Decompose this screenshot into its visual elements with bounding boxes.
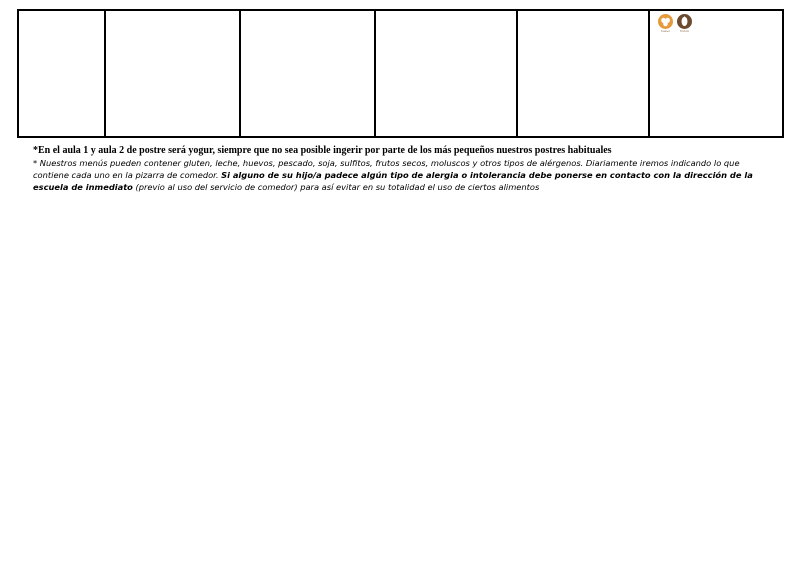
allergen-note-intro: * Nuestros menús pueden contener gluten, leche, huevos, pescado, soja, sulfitos, frutos secos, moluscos y otros tipos de alérgenos. Diariamente iremos indicando lo que contiene cada uno en la pizarra de comedor.	[33, 158, 740, 180]
allergen-note-warning: Si alguno de su hijo/a padece algún tipo de alergia o intolerancia debe ponerse en contacto con la dirección de la escuela de inmediato	[33, 170, 753, 192]
dessert-note: *En el aula 1 y aula 2 de postre será yogur, siempre que no sea posible ingerir por parte de los más pequeños nuestros postres habituales	[33, 145, 612, 156]
allergen-label: frutos	[680, 29, 689, 33]
allergen-note	[33, 157, 763, 193]
menu-cell-5	[517, 10, 649, 137]
allergen-egg	[658, 14, 673, 33]
menu-cell-4	[375, 10, 517, 137]
menu-cell-3	[240, 10, 375, 137]
nut-icon	[677, 14, 692, 29]
menu-row	[18, 10, 783, 137]
menu-table	[17, 9, 784, 138]
menu-cell-2	[105, 10, 240, 137]
menu-notes	[33, 145, 763, 193]
allergen-note-outro: (previo al uso del servicio de comedor) para así evitar en su totalidad el uso de ciertos alimentos	[132, 182, 540, 192]
allergen-label: huevo	[660, 29, 671, 33]
allergen-nuts	[677, 14, 692, 33]
menu-cell-6	[649, 10, 783, 137]
menu-cell-1	[18, 10, 105, 137]
egg-cluster-icon	[658, 14, 673, 29]
allergen-icons	[658, 14, 692, 33]
